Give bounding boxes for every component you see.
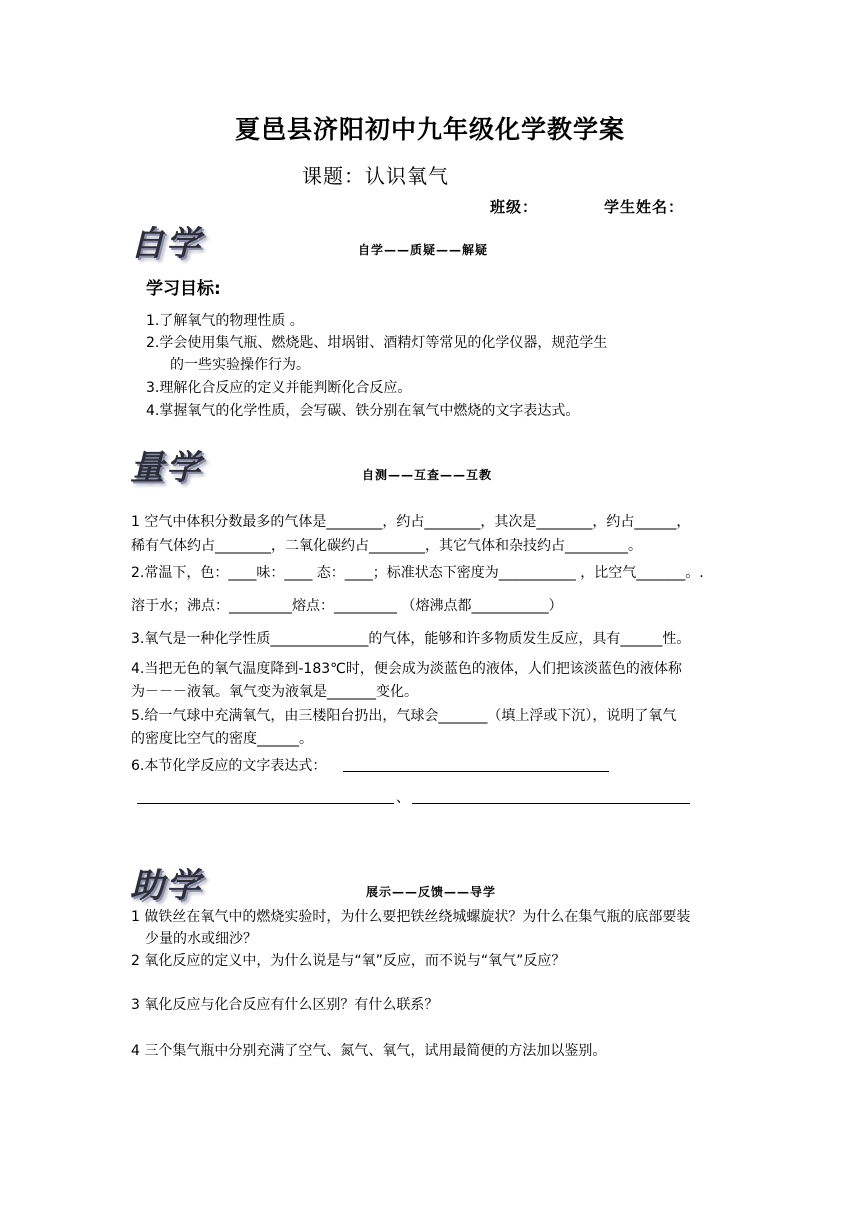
question-line: 2.常温下，色：____味：____ 态：____；标准状态下密度为___________ ，比空气_______。.	[131, 565, 704, 581]
answer-blank-line[interactable]	[412, 803, 690, 804]
question-line: 溶于水；沸点：_________熔点：_________ （熔沸点都___________）	[131, 598, 563, 614]
section-subtitle-1: 自学——质疑——解疑	[358, 243, 489, 257]
question-line: 的密度比空气的密度______。	[131, 731, 313, 747]
goal-item-continued: 的一些实验操作行为。	[170, 357, 310, 373]
question-line: 4 三个集气瓶中分别充满了空气、氮气、氧气，试用最简便的方法加以鉴别。	[131, 1043, 607, 1059]
question-line: 稀有气体约占________，二氧化碳约占________，其它气体和杂技约占_________。	[131, 538, 642, 554]
question-line: 1 空气中体积分数最多的气体是________，约占________，其次是________，约占______，	[131, 514, 691, 530]
section-subtitle-2: 自测——互查——互教	[362, 468, 493, 482]
student-name-label: 学生姓名：	[604, 198, 685, 216]
question-line: 3.氧气是一种化学性质______________的气体，能够和许多物质发生反应，具有______性。	[131, 631, 691, 647]
goal-item: 1.了解氧气的物理性质 。	[146, 313, 304, 329]
separator-comma: 、	[396, 790, 410, 806]
question-line: 5.给一气球中充满氧气，由三楼阳台扔出，气球会_______（填上浮或下沉），说明了氧气	[131, 708, 677, 724]
question-line: 少量的水或细沙？	[145, 931, 257, 947]
answer-blank-line[interactable]	[343, 771, 609, 772]
goal-item: 2.学会使用集气瓶、燃烧匙、坩埚钳、酒精灯等常见的化学仪器，规范学生	[146, 335, 608, 351]
class-label: 班级：	[490, 198, 539, 216]
answer-blank-line[interactable]	[137, 803, 394, 804]
question-line: 6.本节化学反应的文字表达式：	[131, 758, 327, 774]
question-line: 2 氧化反应的定义中，为什么说是与“氧”反应，而不说与“氧气”反应？	[131, 953, 566, 969]
goal-item: 3.理解化合反应的定义并能判断化合反应。	[146, 380, 412, 396]
goal-item: 4.掌握氧气的化学性质，会写碳、铁分别在氧气中燃烧的文字表达式。	[146, 403, 580, 419]
section-logo-zhuxue: 助学	[130, 866, 202, 906]
section-logo-zixue: 自学	[130, 224, 202, 264]
question-line: 3 氧化反应与化合反应有什么区别？有什么联系？	[131, 997, 439, 1013]
document-title: 夏邑县济阳初中九年级化学教学案	[234, 115, 625, 144]
section-subtitle-3: 展示——反馈——导学	[366, 885, 497, 899]
section-logo-liangxue: 量学	[130, 448, 202, 488]
question-line: 1 做铁丝在氧气中的燃烧实验时，为什么要把铁丝绕城螺旋状？为什么在集气瓶的底部要装	[131, 909, 691, 925]
question-line: 4.当把无色的氧气温度降到-183℃时，便会成为淡蓝色的液体，人们把该淡蓝色的液体称	[131, 661, 682, 677]
lesson-subject: 课题：认识氧气	[302, 164, 449, 188]
goals-heading: 学习目标:	[146, 279, 221, 299]
question-line: 为－－－液氧。氧气变为液氧是_______变化。	[131, 684, 418, 700]
